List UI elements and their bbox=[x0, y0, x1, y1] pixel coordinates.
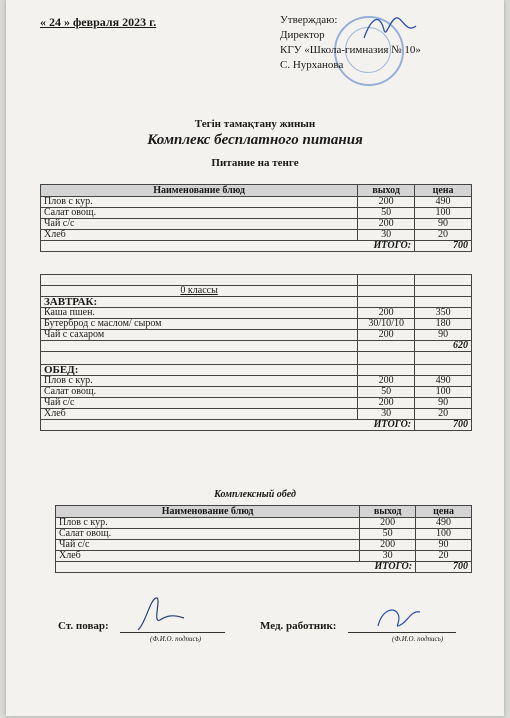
spacer-row bbox=[41, 352, 472, 365]
dish-name: Салат овощ. bbox=[56, 529, 360, 540]
medic-signature bbox=[372, 600, 432, 634]
table-row bbox=[56, 529, 472, 540]
portion: 30 bbox=[360, 551, 416, 562]
price: 100 bbox=[415, 208, 472, 219]
price: 90 bbox=[415, 330, 472, 341]
table-row bbox=[41, 398, 472, 409]
approval-line: Утверждаю: bbox=[280, 14, 338, 26]
table-row bbox=[56, 551, 472, 562]
kazakh-title: Тегін тамақтану жинын bbox=[194, 118, 316, 130]
portion: 50 bbox=[360, 529, 416, 540]
price: 20 bbox=[415, 230, 472, 241]
table-header-row bbox=[41, 185, 472, 197]
table-row bbox=[56, 540, 472, 551]
portion: 200 bbox=[360, 518, 416, 529]
director-signature bbox=[360, 8, 420, 48]
dish-name: Бутерброд с маслом/ сыром bbox=[41, 319, 358, 330]
portion: 200 bbox=[358, 398, 415, 409]
menu-table-2 bbox=[40, 274, 472, 431]
price: 490 bbox=[415, 376, 472, 387]
dish-name: Салат овощ. bbox=[41, 387, 358, 398]
spacer-row bbox=[41, 275, 472, 286]
dish-name: Салат овощ. bbox=[41, 208, 358, 219]
header-portion: выход bbox=[360, 506, 416, 518]
header-price: цена bbox=[415, 185, 472, 197]
approval-line: С. Нурханова bbox=[280, 59, 344, 71]
dish-name: Хлеб bbox=[41, 230, 358, 241]
table-row bbox=[41, 308, 472, 319]
price: 90 bbox=[415, 398, 472, 409]
dish-name: Плов с кур. bbox=[56, 518, 360, 529]
portion: 200 bbox=[358, 197, 415, 208]
cook-label: Ст. повар: bbox=[58, 620, 109, 632]
total-value: 700 bbox=[415, 241, 472, 252]
total-row bbox=[41, 420, 472, 431]
sub-title: Питание на тенге bbox=[211, 157, 299, 169]
cook-hint: (Ф.И.О. подпись) bbox=[150, 635, 202, 643]
portion: 200 bbox=[358, 330, 415, 341]
table-row bbox=[41, 197, 472, 208]
header-price: цена bbox=[416, 506, 472, 518]
dish-name: Чай с сахаром bbox=[41, 330, 358, 341]
total-row bbox=[56, 562, 472, 573]
price: 490 bbox=[416, 518, 472, 529]
header-dish: Наименование блюд bbox=[56, 506, 360, 518]
lunch-title: ОБЕД: bbox=[41, 365, 358, 376]
breakfast-total-row bbox=[41, 341, 472, 352]
section-row bbox=[41, 297, 472, 308]
document-date: « 24 » февраля 2023 г. bbox=[40, 15, 157, 29]
section-row bbox=[41, 365, 472, 376]
price: 20 bbox=[416, 551, 472, 562]
total-row bbox=[41, 241, 472, 252]
dish-name: Чай с/с bbox=[41, 398, 358, 409]
dish-name: Чай с/с bbox=[41, 219, 358, 230]
dish-name: Плов с кур. bbox=[41, 376, 358, 387]
portion: 200 bbox=[358, 376, 415, 387]
table-row bbox=[41, 409, 472, 420]
total-label: ИТОГО: bbox=[41, 241, 415, 252]
cook-signature bbox=[132, 594, 188, 634]
complex-lunch-title: Комплексный обед bbox=[214, 489, 296, 500]
portion: 30 bbox=[358, 409, 415, 420]
table-header-row bbox=[56, 506, 472, 518]
price: 100 bbox=[416, 529, 472, 540]
total-value: 700 bbox=[415, 420, 472, 431]
breakfast-title: ЗАВТРАК: bbox=[41, 297, 358, 308]
table-row bbox=[56, 518, 472, 529]
portion: 200 bbox=[358, 219, 415, 230]
breakfast-total: 620 bbox=[415, 341, 472, 352]
price: 180 bbox=[415, 319, 472, 330]
medic-label: Мед. работник: bbox=[260, 620, 337, 632]
header-portion: выход bbox=[358, 185, 415, 197]
price: 90 bbox=[415, 219, 472, 230]
table-row bbox=[41, 330, 472, 341]
portion: 30 bbox=[358, 230, 415, 241]
dish-name: Каша пшен. bbox=[41, 308, 358, 319]
medic-hint: (Ф.И.О. подпись) bbox=[392, 635, 444, 643]
price: 100 bbox=[415, 387, 472, 398]
dish-name: Хлеб bbox=[41, 409, 358, 420]
table-row bbox=[41, 319, 472, 330]
header-dish: Наименование блюд bbox=[41, 185, 358, 197]
approval-line: Директор bbox=[280, 29, 325, 41]
portion: 200 bbox=[360, 540, 416, 551]
class-row bbox=[41, 286, 472, 297]
portion: 50 bbox=[358, 208, 415, 219]
menu-table-1 bbox=[40, 184, 472, 252]
portion: 50 bbox=[358, 387, 415, 398]
approval-line: КГУ «Школа-гимназия № 10» bbox=[280, 44, 421, 56]
price: 490 bbox=[415, 197, 472, 208]
total-label: ИТОГО: bbox=[41, 420, 415, 431]
table-row bbox=[41, 376, 472, 387]
main-title: Комплекс бесплатного питания bbox=[147, 132, 363, 148]
dish-name: Хлеб bbox=[56, 551, 360, 562]
table-row bbox=[41, 230, 472, 241]
menu-table-3 bbox=[55, 505, 472, 573]
price: 20 bbox=[415, 409, 472, 420]
table-row bbox=[41, 219, 472, 230]
dish-name: Плов с кур. bbox=[41, 197, 358, 208]
portion: 200 bbox=[358, 308, 415, 319]
total-label: ИТОГО: bbox=[56, 562, 416, 573]
dish-name: Чай с/с bbox=[56, 540, 360, 551]
class-label: 0 классы bbox=[41, 286, 358, 297]
table-row bbox=[41, 208, 472, 219]
portion: 30/10/10 bbox=[358, 319, 415, 330]
price: 350 bbox=[415, 308, 472, 319]
total-value: 700 bbox=[416, 562, 472, 573]
price: 90 bbox=[416, 540, 472, 551]
table-row bbox=[41, 387, 472, 398]
